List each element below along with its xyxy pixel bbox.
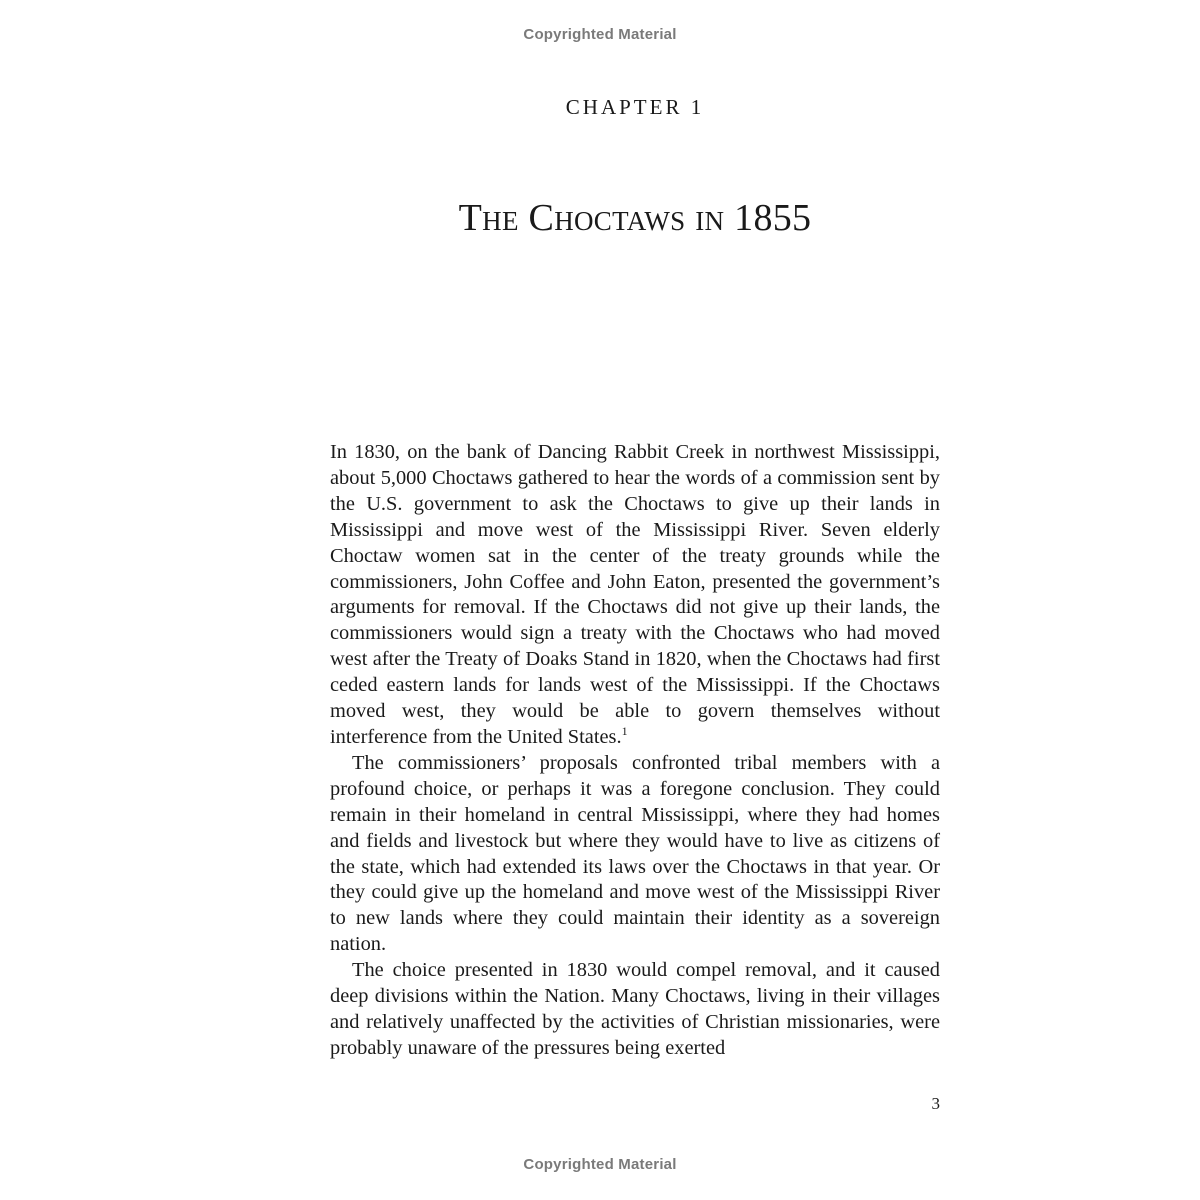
chapter-label: CHAPTER 1 bbox=[565, 95, 705, 119]
paragraph-1 bbox=[330, 440, 940, 751]
chapter-body bbox=[330, 440, 940, 1062]
footnote-marker-1[interactable]: 1 bbox=[621, 723, 628, 738]
paragraph-3: The choice presented in 1830 would compel removal, and it caused deep divisions within the Nation. Many Choctaws, living in their villages and relatively unaffected by the activities of Christian missionaries, were probably unaware of the pressures being exerted bbox=[330, 959, 940, 1059]
chapter-title: The Choctaws in 1855 bbox=[458, 197, 812, 239]
paragraph-2: The commissioners’ proposals confronted tribal members with a profound choice, or perhaps it was a foregone conclusion. They could remain in their homeland in central Mississippi, where they had homes and fields and livestock but where they would have to live as citizens of the state, which had extended its laws over the Choctaws in that year. Or they could give up the homeland and move west of the Mississippi River to new lands where they could maintain their identity as a sovereign nation. bbox=[330, 751, 940, 956]
paragraph-1-text: In 1830, on the bank of Dancing Rabbit Creek in northwest Mississippi, about 5,000 Choctaws gathered to hear the words of a commission sent by the U.S. government to ask the Choctaws to give up their lands in Mississippi and move west of the Mississippi River. Seven elderly Choctaw women sat in the center of the treaty grounds while the commissioners, John Coffee and John Eaton, presented the government’s arguments for removal. If the Choctaws did not give up their lands, the commissioners would sign a treaty with the Choctaws who had moved west after the Treaty of Doaks Stand in 1820, when the Choctaws had first ceded eastern lands for lands west of the Mississippi. If the Choctaws moved west, they would be able to govern themselves without interference from the United States. bbox=[330, 441, 940, 748]
copyright-watermark-bottom: Copyrighted Material bbox=[523, 1156, 677, 1173]
copyright-watermark-top: Copyrighted Material bbox=[523, 26, 677, 43]
page-number: 3 bbox=[931, 1094, 940, 1113]
